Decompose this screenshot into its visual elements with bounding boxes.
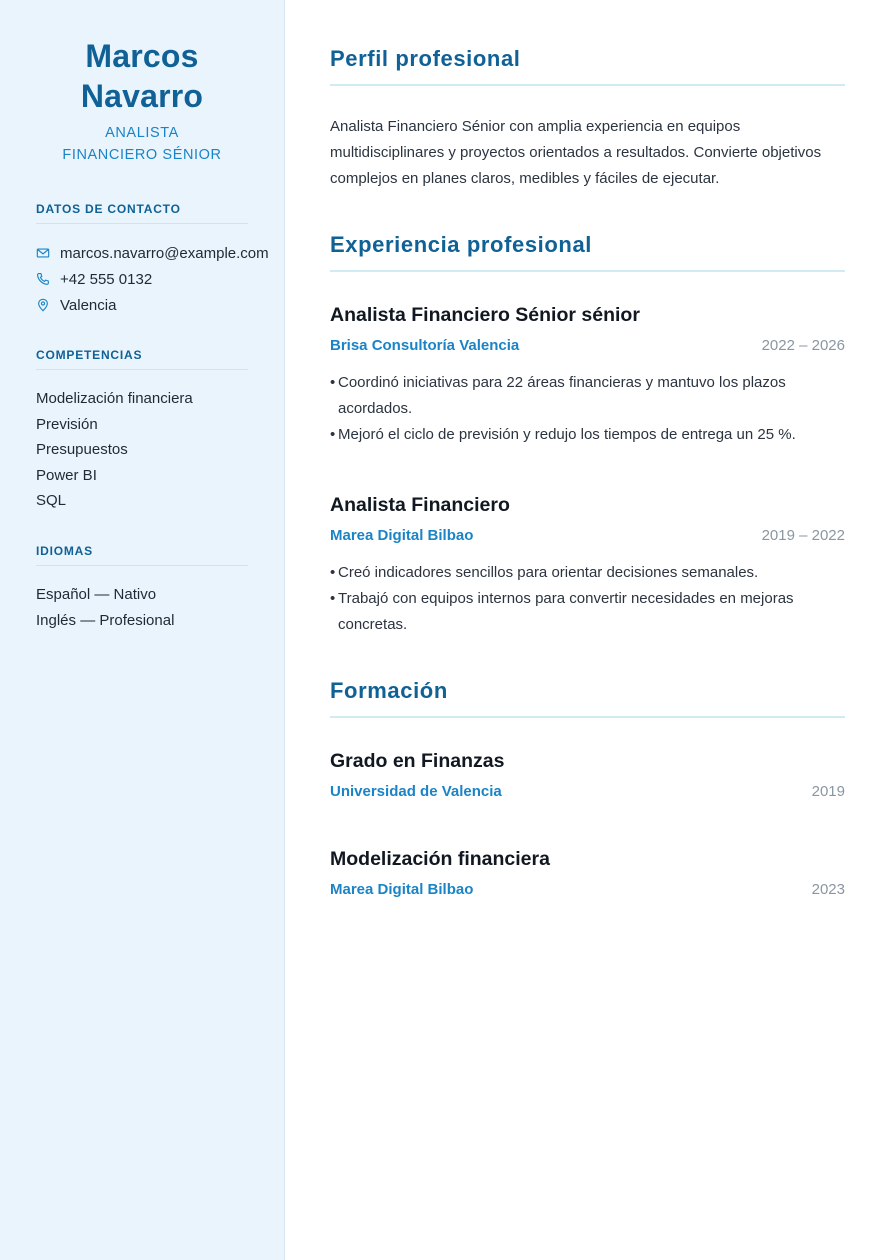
institution: Universidad de Valencia (330, 783, 502, 800)
profile-summary: Analista Financiero Sénior con amplia experiencia en equipos multidisciplinares y proyectos orientados a resultados. Convierte objetivos complejos en planes claros, medibles y fáciles de ejecutar. (330, 118, 822, 187)
job-company: Marea Digital Bilbao (330, 527, 474, 544)
education-meta (330, 880, 845, 900)
job-bullet: • Trabajó con equipos internos para convertir necesidades en mejoras concretas. (330, 586, 845, 638)
education-year: 2019 (811, 783, 845, 800)
skill-item: Previsión (36, 415, 98, 433)
email-text: marcos.navarro@example.com (60, 244, 269, 262)
skills-heading: COMPETENCIAS (36, 348, 248, 370)
contact-phone[interactable] (36, 266, 248, 292)
education-meta (330, 782, 845, 802)
languages-heading: IDIOMAS (36, 544, 248, 566)
name-last: Navarro (80, 78, 204, 114)
languages-list (36, 582, 248, 633)
job-bullet: • Coordinó iniciativas para 22 áreas financieras y mantuvo los plazos acordados. (330, 370, 845, 422)
education-entry (330, 846, 845, 900)
degree-title: Modelización financiera (330, 848, 550, 870)
location-text: Valencia (60, 296, 117, 314)
phone-text: +42 555 0132 (60, 270, 153, 288)
contact-heading: DATOS DE CONTACTO (36, 202, 248, 224)
job-meta (330, 336, 845, 356)
experience-heading: Experiencia profesional (330, 232, 845, 272)
job-company: Brisa Consultoría Valencia (330, 337, 520, 354)
job-meta (330, 526, 845, 546)
job-dates: 2022 – 2026 (761, 337, 845, 354)
skills-list (36, 386, 248, 514)
language-item: Español — Nativo (36, 585, 157, 603)
job-dates: 2019 – 2022 (761, 527, 845, 544)
phone-icon (36, 272, 50, 286)
job-bullets (330, 560, 845, 638)
degree-title: Grado en Finanzas (330, 750, 505, 772)
map-pin-icon (36, 298, 50, 312)
job-bullet: • Mejoró el ciclo de previsión y redujo los tiempos de entrega un 25 %. (330, 422, 845, 448)
job-entry (330, 492, 845, 638)
profile-heading: Perfil profesional (330, 46, 845, 86)
education-year: 2023 (811, 881, 845, 898)
skills-section (36, 348, 248, 514)
contact-email[interactable] (36, 240, 269, 266)
envelope-icon (36, 246, 50, 260)
skill-item: SQL (36, 492, 67, 510)
job-entry (330, 302, 845, 448)
education-entry (330, 748, 845, 802)
education-heading: Formación (330, 678, 845, 718)
skill-item: Presupuestos (36, 441, 128, 459)
candidate-role: ANALISTA FINANCIERO SÉNIOR (62, 125, 222, 163)
contact-section (36, 202, 269, 318)
contact-list (36, 240, 269, 318)
profile-section (330, 46, 845, 192)
job-bullets (330, 370, 845, 448)
experience-section (330, 232, 845, 638)
candidate-name (36, 36, 248, 116)
languages-section (36, 544, 248, 633)
education-section (330, 678, 845, 900)
institution: Marea Digital Bilbao (330, 881, 474, 898)
skill-item: Power BI (36, 466, 97, 484)
job-title: Analista Financiero (330, 494, 510, 516)
job-title: Analista Financiero Sénior sénior (330, 304, 640, 326)
contact-location (36, 292, 248, 318)
main-content (285, 0, 890, 1260)
sidebar (0, 0, 285, 1260)
language-item: Inglés — Profesional (36, 611, 175, 629)
skill-item: Modelización financiera (36, 390, 193, 407)
name-first: Marcos (85, 38, 199, 74)
job-bullet: • Creó indicadores sencillos para orientar decisiones semanales. (330, 560, 845, 586)
